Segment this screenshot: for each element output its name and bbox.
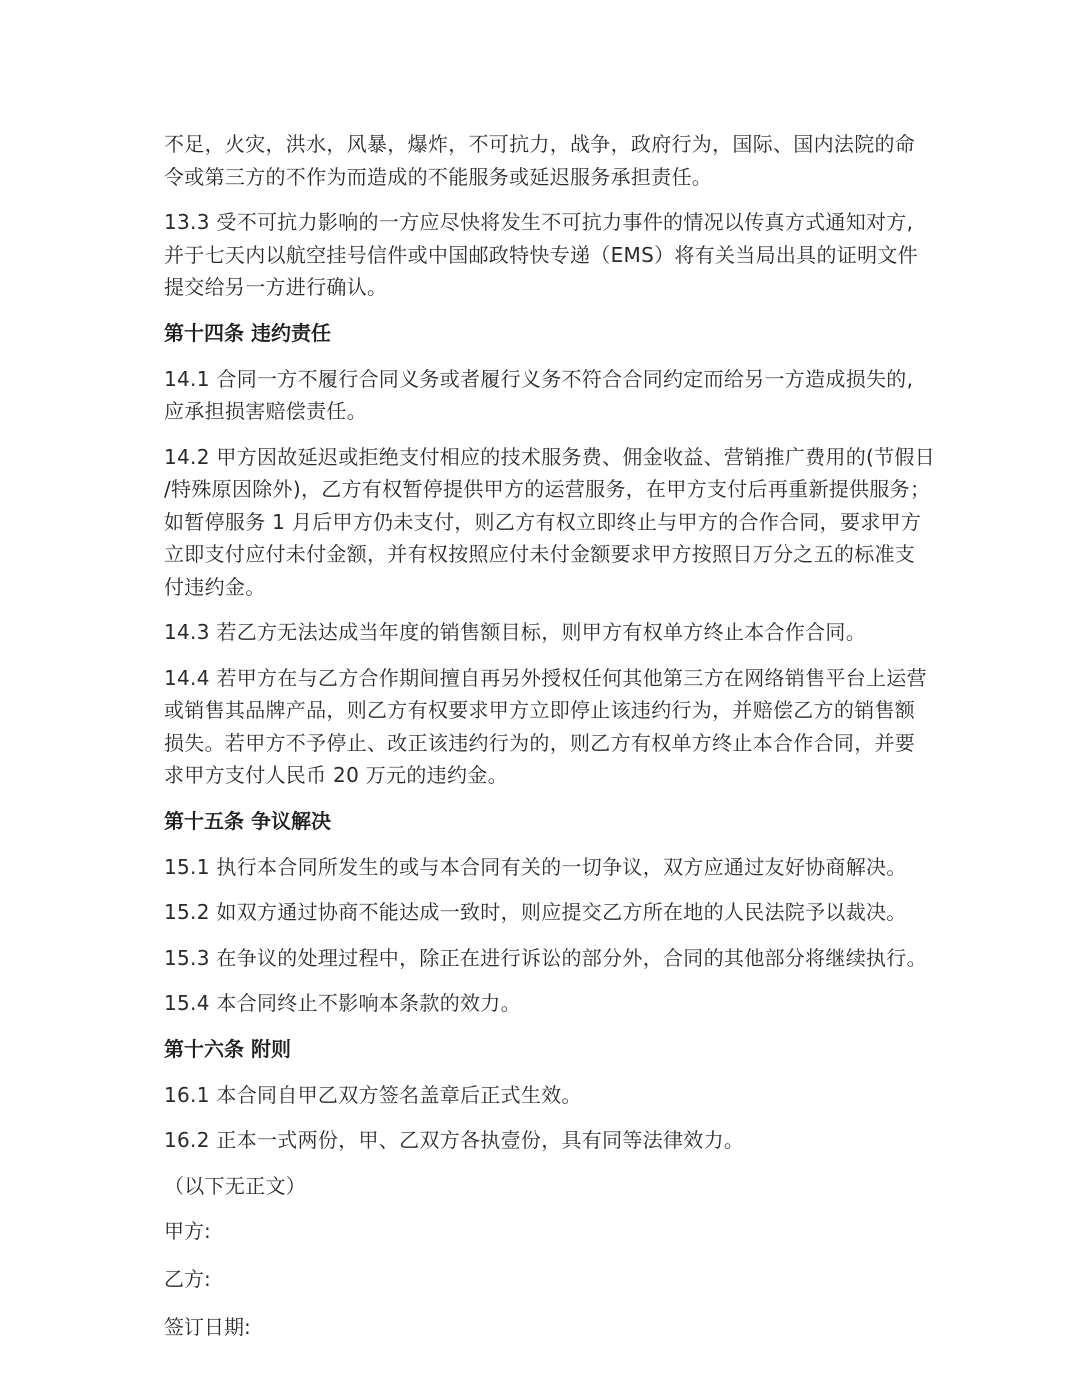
text-line: 损失。若甲方不予停止、改正该违约行为的，则乙方有权单方终止本合作合同，并要 [164,730,916,755]
section-14-heading: 第十四条 违约责任 [164,320,331,345]
text-line: 并于七天内以航空挂号信件或中国邮政特快专递（EMS）将有关当局出具的证明文件 [164,242,918,267]
text-line: 提交给另一方进行确认。 [164,275,388,299]
text-line: 15.3 在争议的处理过程中，除正在进行诉讼的部分外，合同的其他部分将继续执行。 [164,945,927,970]
text-line: /特殊原因除外)，乙方有权暂停提供甲方的运营服务，在甲方支付后再重新提供服务； [164,477,931,501]
party-b-signature: 乙方: [164,1267,211,1291]
text-line: 求甲方支付人民币 20 万元的违约金。 [164,763,508,787]
text-line: 15.4 本合同终止不影响本条款的效力。 [164,991,521,1015]
intro-paragraph [164,128,924,193]
text-line: 立即支付应付未付金额，并有权按照应付未付金额要求甲方按照日万分之五的标准支 [164,542,916,566]
text-line: 14.4 若甲方在与乙方合作期间擅自再另外授权任何其他第三方在网络销售平台上运营 [164,665,927,690]
text-line: （以下无正文） [164,1173,307,1198]
clause-15-2 [164,896,924,929]
text-line: 13.3 受不可抗力影响的一方应尽快将发生不可抗力事件的情况以传真方式通知对方, [164,210,914,234]
text-line: 16.2 正本一式两份，甲、乙双方各执壹份，具有同等法律效力。 [164,1128,745,1152]
text-line: 14.1 合同一方不履行合同义务或者履行义务不符合合同约定而给另一方造成损失的, [164,366,914,391]
party-a-signature: 甲方: [164,1219,211,1243]
clause-14-2 [164,441,935,604]
section-15-heading: 第十五条 争议解决 [164,808,331,833]
clause-13-3 [164,206,924,304]
clause-15-4 [164,987,924,1020]
text-line: 16.1 本合同自甲乙双方签名盖章后正式生效。 [164,1082,582,1107]
text-line: 如暂停服务 1 月后甲方仍未支付，则乙方有权立即终止与甲方的合作合同，要求甲方 [164,509,922,534]
clause-14-4 [164,662,927,792]
clause-16-1 [164,1079,924,1112]
text-line: 付违约金。 [164,574,266,599]
text-line: 14.2 甲方因故延迟或拒绝支付相应的技术服务费、佣金收益、营销推广费用的(节假日 [164,444,935,469]
text-line: 不足，火灾，洪水，风暴，爆炸，不可抗力，战争，政府行为，国际、国内法院的命 [164,132,916,156]
clause-14-3 [164,616,924,649]
text-line: 令或第三方的不作为而造成的不能服务或延迟服务承担责任。 [164,164,713,189]
clause-14-1 [164,363,924,428]
no-more-text-note [164,1170,924,1203]
clause-16-2 [164,1124,924,1157]
clause-15-3 [164,942,927,975]
text-line: 或销售其品牌产品，则乙方有权要求甲方立即停止该违约行为，并赔偿乙方的销售额 [164,698,916,722]
signing-date: 签订日期: [164,1315,251,1339]
text-line: 应承担损害赔偿责任。 [164,399,367,423]
text-line: 15.1 执行本合同所发生的或与本合同有关的一切争议，双方应通过友好协商解决。 [164,854,907,879]
contract-page [164,128,935,1359]
clause-15-1 [164,851,924,884]
text-line: 15.2 如双方通过协商不能达成一致时，则应提交乙方所在地的人民法院予以裁决。 [164,900,907,924]
text-line: 14.3 若乙方无法达成当年度的销售额目标，则甲方有权单方终止本合作合同。 [164,620,866,644]
section-16-heading: 第十六条 附则 [164,1036,291,1061]
